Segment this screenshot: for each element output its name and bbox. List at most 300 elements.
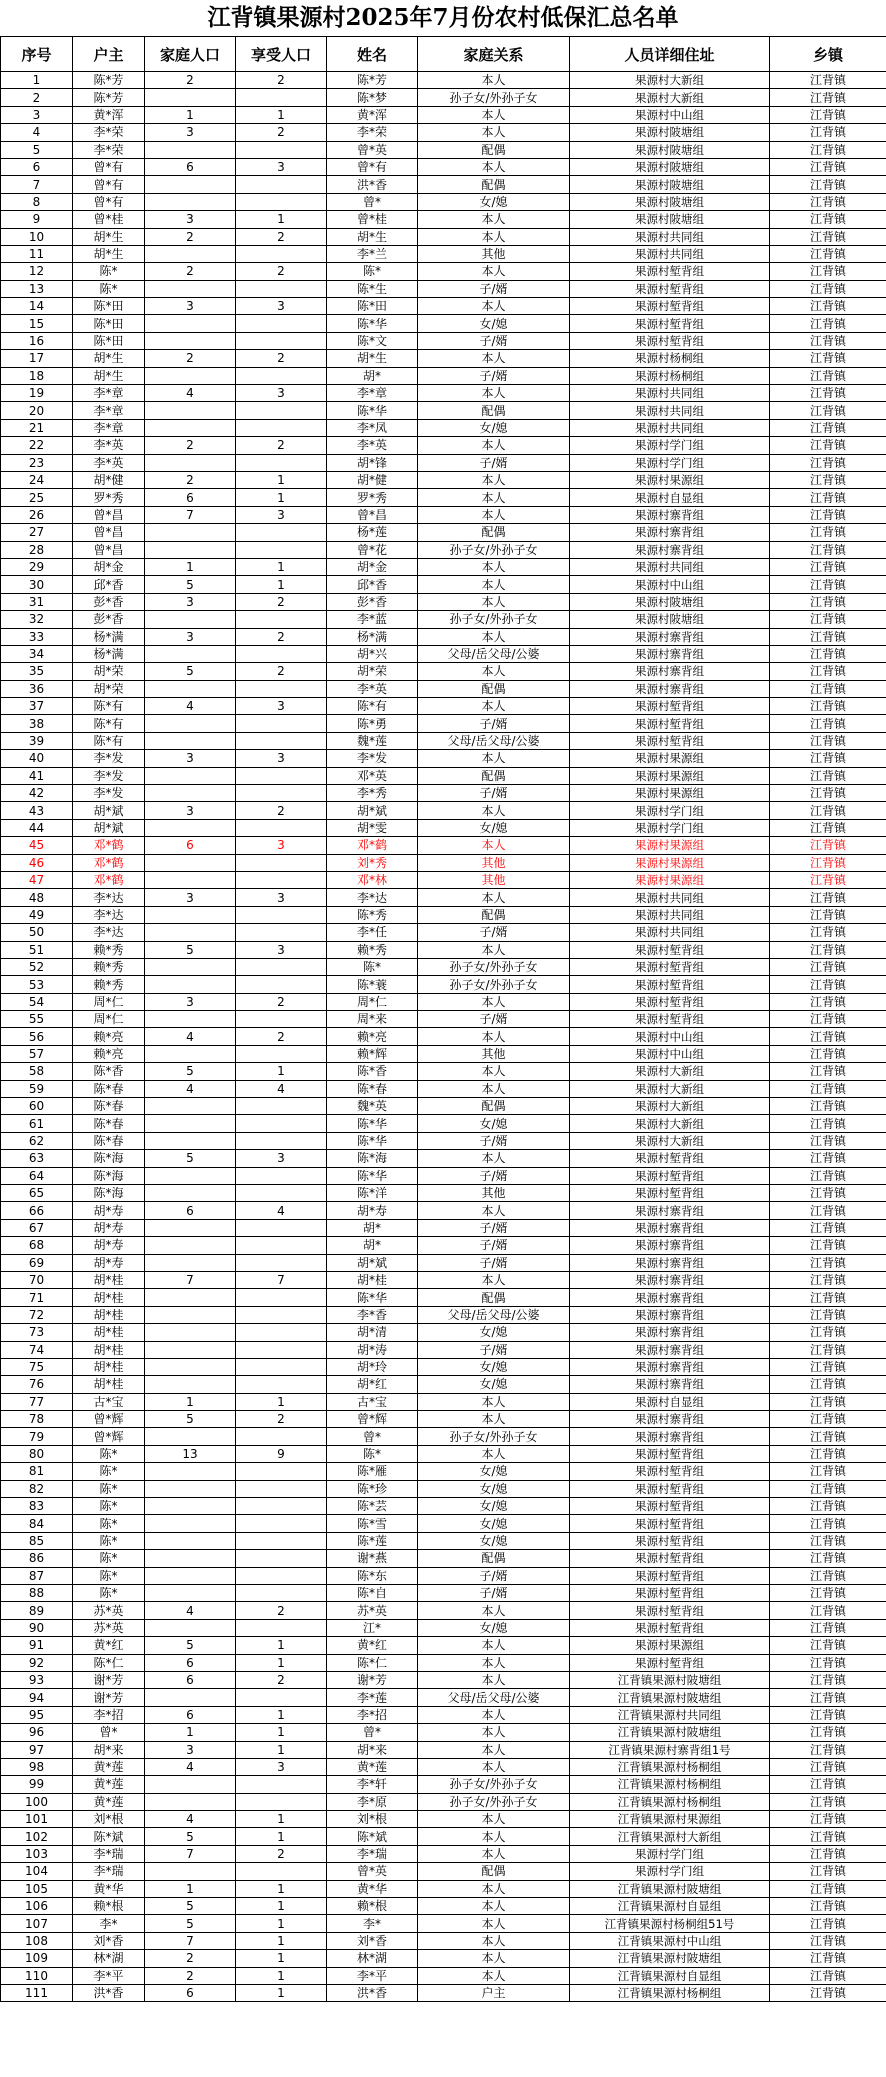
cell-seq: 13 xyxy=(1,280,73,297)
table-row xyxy=(1,402,886,419)
cell-family-size: 2 xyxy=(145,437,236,454)
table-row xyxy=(1,1463,886,1480)
cell-beneficiaries xyxy=(236,645,327,662)
cell-household-head: 陈*海 xyxy=(73,1167,145,1184)
cell-household-head: 胡*荣 xyxy=(73,663,145,680)
cell-name: 曾*有 xyxy=(327,158,418,175)
cell-beneficiaries xyxy=(236,611,327,628)
cell-name: 陈*仁 xyxy=(327,1654,418,1671)
cell-family-size: 3 xyxy=(145,211,236,228)
cell-relation: 女/媳 xyxy=(418,1376,570,1393)
cell-address: 果源村杨桐组 xyxy=(570,350,770,367)
cell-household-head: 李*瑞 xyxy=(73,1845,145,1862)
cell-household-head: 胡*来 xyxy=(73,1741,145,1758)
cell-household-head: 彭*香 xyxy=(73,593,145,610)
table-row xyxy=(1,593,886,610)
cell-township: 江背镇 xyxy=(770,280,886,297)
cell-relation: 孙子女/外孙子女 xyxy=(418,1776,570,1793)
cell-beneficiaries xyxy=(236,1567,327,1584)
cell-household-head: 陈*田 xyxy=(73,298,145,315)
cell-relation: 配偶 xyxy=(418,176,570,193)
cell-relation: 孙子女/外孙子女 xyxy=(418,958,570,975)
cell-family-size xyxy=(145,715,236,732)
cell-name: 李*秀 xyxy=(327,785,418,802)
table-row xyxy=(1,1967,886,1984)
cell-family-size xyxy=(145,785,236,802)
cell-seq: 93 xyxy=(1,1671,73,1688)
col-header-seq: 序号 xyxy=(1,37,73,72)
cell-beneficiaries: 2 xyxy=(236,1028,327,1045)
table-row xyxy=(1,767,886,784)
cell-address: 果源村果源组 xyxy=(570,785,770,802)
cell-name: 黄*华 xyxy=(327,1880,418,1897)
cell-family-size: 3 xyxy=(145,593,236,610)
cell-name: 李*发 xyxy=(327,750,418,767)
cell-township: 江背镇 xyxy=(770,471,886,488)
cell-address: 果源村堑背组 xyxy=(570,1463,770,1480)
cell-seq: 99 xyxy=(1,1776,73,1793)
cell-household-head: 胡*桂 xyxy=(73,1306,145,1323)
table-row xyxy=(1,837,886,854)
cell-household-head: 胡*斌 xyxy=(73,802,145,819)
cell-name: 李*莲 xyxy=(327,1689,418,1706)
cell-beneficiaries xyxy=(236,732,327,749)
table-row xyxy=(1,1706,886,1723)
cell-address: 江背镇果源村杨桐组51号 xyxy=(570,1915,770,1932)
cell-beneficiaries xyxy=(236,1237,327,1254)
cell-family-size xyxy=(145,541,236,558)
cell-township: 江背镇 xyxy=(770,1532,886,1549)
cell-address: 果源村堑背组 xyxy=(570,263,770,280)
cell-township: 江背镇 xyxy=(770,350,886,367)
cell-beneficiaries: 2 xyxy=(236,1671,327,1688)
cell-family-size xyxy=(145,958,236,975)
cell-seq: 41 xyxy=(1,767,73,784)
cell-relation: 女/媳 xyxy=(418,1515,570,1532)
cell-seq: 8 xyxy=(1,193,73,210)
cell-household-head: 胡*寿 xyxy=(73,1237,145,1254)
cell-address: 果源村陂塘组 xyxy=(570,124,770,141)
cell-beneficiaries: 1 xyxy=(236,1741,327,1758)
cell-household-head: 罗*秀 xyxy=(73,489,145,506)
cell-beneficiaries xyxy=(236,524,327,541)
cell-township: 江背镇 xyxy=(770,1724,886,1741)
cell-township: 江背镇 xyxy=(770,1428,886,1445)
cell-household-head: 李*章 xyxy=(73,385,145,402)
cell-family-size xyxy=(145,280,236,297)
cell-address: 果源村寨背组 xyxy=(570,1254,770,1271)
cell-address: 果源村中山组 xyxy=(570,1045,770,1062)
cell-household-head: 陈* xyxy=(73,280,145,297)
cell-family-size: 6 xyxy=(145,1706,236,1723)
cell-relation: 本人 xyxy=(418,437,570,454)
cell-seq: 66 xyxy=(1,1202,73,1219)
cell-township: 江背镇 xyxy=(770,854,886,871)
table-row xyxy=(1,1793,886,1810)
table-row xyxy=(1,1915,886,1932)
cell-seq: 100 xyxy=(1,1793,73,1810)
cell-household-head: 李*发 xyxy=(73,767,145,784)
cell-beneficiaries xyxy=(236,1098,327,1115)
cell-relation: 女/媳 xyxy=(418,193,570,210)
cell-name: 刘*香 xyxy=(327,1932,418,1949)
cell-township: 江背镇 xyxy=(770,454,886,471)
cell-township: 江背镇 xyxy=(770,1219,886,1236)
cell-family-size xyxy=(145,89,236,106)
cell-household-head: 黄*浑 xyxy=(73,106,145,123)
cell-township: 江背镇 xyxy=(770,871,886,888)
cell-seq: 69 xyxy=(1,1254,73,1271)
cell-township: 江背镇 xyxy=(770,1080,886,1097)
cell-household-head: 胡*生 xyxy=(73,245,145,262)
table-row xyxy=(1,1689,886,1706)
cell-seq: 103 xyxy=(1,1845,73,1862)
cell-seq: 32 xyxy=(1,611,73,628)
cell-seq: 96 xyxy=(1,1724,73,1741)
cell-seq: 95 xyxy=(1,1706,73,1723)
cell-township: 江背镇 xyxy=(770,1254,886,1271)
table-row xyxy=(1,976,886,993)
cell-name: 李*英 xyxy=(327,437,418,454)
cell-household-head: 李*章 xyxy=(73,419,145,436)
cell-relation: 子/婿 xyxy=(418,367,570,384)
cell-township: 江背镇 xyxy=(770,976,886,993)
cell-name: 曾* xyxy=(327,1428,418,1445)
cell-beneficiaries xyxy=(236,1289,327,1306)
cell-township: 江背镇 xyxy=(770,1758,886,1775)
cell-relation: 子/婿 xyxy=(418,785,570,802)
cell-relation: 本人 xyxy=(418,1758,570,1775)
cell-beneficiaries: 3 xyxy=(236,1758,327,1775)
cell-seq: 51 xyxy=(1,941,73,958)
cell-name: 曾*辉 xyxy=(327,1411,418,1428)
table-row xyxy=(1,785,886,802)
cell-household-head: 陈*春 xyxy=(73,1115,145,1132)
cell-household-head: 胡*桂 xyxy=(73,1376,145,1393)
cell-township: 江背镇 xyxy=(770,1863,886,1880)
cell-township: 江背镇 xyxy=(770,1793,886,1810)
cell-seq: 111 xyxy=(1,1984,73,2001)
cell-address: 果源村寨背组 xyxy=(570,1324,770,1341)
cell-beneficiaries xyxy=(236,976,327,993)
cell-relation: 本人 xyxy=(418,576,570,593)
cell-household-head: 陈*田 xyxy=(73,315,145,332)
cell-address: 果源村大新组 xyxy=(570,1080,770,1097)
cell-address: 果源村堑背组 xyxy=(570,715,770,732)
cell-township: 江背镇 xyxy=(770,628,886,645)
cell-beneficiaries: 9 xyxy=(236,1445,327,1462)
cell-beneficiaries: 3 xyxy=(236,889,327,906)
table-row xyxy=(1,89,886,106)
cell-name: 洪*香 xyxy=(327,176,418,193)
cell-beneficiaries: 1 xyxy=(236,1654,327,1671)
cell-name: 李*平 xyxy=(327,1967,418,1984)
cell-address: 果源村堑背组 xyxy=(570,993,770,1010)
cell-township: 江背镇 xyxy=(770,72,886,89)
cell-family-size: 4 xyxy=(145,698,236,715)
cell-name: 陈*香 xyxy=(327,1063,418,1080)
cell-family-size: 7 xyxy=(145,506,236,523)
cell-relation: 女/媳 xyxy=(418,1115,570,1132)
cell-family-size xyxy=(145,1463,236,1480)
cell-beneficiaries xyxy=(236,1532,327,1549)
cell-name: 胡*生 xyxy=(327,350,418,367)
cell-relation: 本人 xyxy=(418,1393,570,1410)
cell-seq: 84 xyxy=(1,1515,73,1532)
cell-seq: 60 xyxy=(1,1098,73,1115)
cell-beneficiaries: 3 xyxy=(236,158,327,175)
cell-township: 江背镇 xyxy=(770,506,886,523)
cell-relation: 配偶 xyxy=(418,1863,570,1880)
cell-relation: 户主 xyxy=(418,1984,570,2001)
cell-township: 江背镇 xyxy=(770,680,886,697)
cell-township: 江背镇 xyxy=(770,767,886,784)
table-row xyxy=(1,1898,886,1915)
table-row xyxy=(1,906,886,923)
cell-seq: 2 xyxy=(1,89,73,106)
cell-township: 江背镇 xyxy=(770,1654,886,1671)
table-row xyxy=(1,1584,886,1601)
cell-name: 邓*林 xyxy=(327,871,418,888)
cell-name: 李*达 xyxy=(327,889,418,906)
cell-family-size: 6 xyxy=(145,489,236,506)
table-row xyxy=(1,889,886,906)
cell-seq: 29 xyxy=(1,558,73,575)
cell-relation: 孙子女/外孙子女 xyxy=(418,611,570,628)
cell-name: 陈*自 xyxy=(327,1584,418,1601)
cell-relation: 配偶 xyxy=(418,524,570,541)
cell-family-size xyxy=(145,1428,236,1445)
cell-household-head: 黄*莲 xyxy=(73,1776,145,1793)
table-row xyxy=(1,1045,886,1062)
cell-beneficiaries: 1 xyxy=(236,1950,327,1967)
cell-address: 果源村堑背组 xyxy=(570,315,770,332)
table-row xyxy=(1,1845,886,1862)
cell-beneficiaries xyxy=(236,1358,327,1375)
cell-seq: 77 xyxy=(1,1393,73,1410)
cell-address: 果源村寨背组 xyxy=(570,506,770,523)
cell-name: 陈*田 xyxy=(327,298,418,315)
cell-address: 果源村中山组 xyxy=(570,1028,770,1045)
table-row xyxy=(1,1115,886,1132)
cell-family-size: 6 xyxy=(145,1202,236,1219)
cell-relation: 子/婿 xyxy=(418,1219,570,1236)
cell-household-head: 黄*莲 xyxy=(73,1793,145,1810)
cell-township: 江背镇 xyxy=(770,941,886,958)
cell-township: 江背镇 xyxy=(770,1480,886,1497)
cell-beneficiaries: 1 xyxy=(236,1932,327,1949)
cell-name: 陈*华 xyxy=(327,1167,418,1184)
cell-family-size xyxy=(145,854,236,871)
cell-name: 陈* xyxy=(327,263,418,280)
table-row xyxy=(1,124,886,141)
cell-relation: 本人 xyxy=(418,158,570,175)
table-row xyxy=(1,1150,886,1167)
cell-township: 江背镇 xyxy=(770,1515,886,1532)
table-row xyxy=(1,298,886,315)
cell-township: 江背镇 xyxy=(770,1584,886,1601)
cell-household-head: 杨*满 xyxy=(73,628,145,645)
cell-beneficiaries xyxy=(236,819,327,836)
table-row xyxy=(1,871,886,888)
cell-family-size xyxy=(145,871,236,888)
cell-address: 果源村果源组 xyxy=(570,767,770,784)
cell-relation: 本人 xyxy=(418,1706,570,1723)
cell-seq: 64 xyxy=(1,1167,73,1184)
cell-family-size xyxy=(145,524,236,541)
cell-relation: 本人 xyxy=(418,489,570,506)
cell-household-head: 陈*仁 xyxy=(73,1654,145,1671)
cell-name: 陈* xyxy=(327,1445,418,1462)
cell-name: 陈*珍 xyxy=(327,1480,418,1497)
cell-name: 李*章 xyxy=(327,385,418,402)
cell-seq: 31 xyxy=(1,593,73,610)
cell-address: 果源村堑背组 xyxy=(570,1515,770,1532)
table-row xyxy=(1,72,886,89)
cell-household-head: 陈*田 xyxy=(73,332,145,349)
cell-name: 曾*花 xyxy=(327,541,418,558)
cell-address: 果源村自显组 xyxy=(570,489,770,506)
cell-name: 李*原 xyxy=(327,1793,418,1810)
cell-township: 江背镇 xyxy=(770,611,886,628)
cell-household-head: 胡*桂 xyxy=(73,1289,145,1306)
cell-township: 江背镇 xyxy=(770,1498,886,1515)
cell-seq: 6 xyxy=(1,158,73,175)
cell-address: 果源村共同组 xyxy=(570,889,770,906)
table-row xyxy=(1,106,886,123)
table-row xyxy=(1,1515,886,1532)
cell-family-size: 5 xyxy=(145,1150,236,1167)
cell-family-size: 2 xyxy=(145,471,236,488)
cell-address: 果源村堑背组 xyxy=(570,941,770,958)
table-row xyxy=(1,854,886,871)
cell-name: 魏*莲 xyxy=(327,732,418,749)
cell-family-size: 3 xyxy=(145,993,236,1010)
cell-family-size xyxy=(145,732,236,749)
cell-township: 江背镇 xyxy=(770,1132,886,1149)
cell-relation: 本人 xyxy=(418,1967,570,1984)
cell-household-head: 胡*桂 xyxy=(73,1271,145,1288)
table-row xyxy=(1,628,886,645)
cell-township: 江背镇 xyxy=(770,141,886,158)
cell-household-head: 苏*英 xyxy=(73,1602,145,1619)
table-row xyxy=(1,1237,886,1254)
cell-seq: 52 xyxy=(1,958,73,975)
cell-beneficiaries xyxy=(236,367,327,384)
cell-name: 胡*玲 xyxy=(327,1358,418,1375)
cell-name: 李*荣 xyxy=(327,124,418,141)
cell-township: 江背镇 xyxy=(770,1915,886,1932)
cell-household-head: 古*宝 xyxy=(73,1393,145,1410)
table-row xyxy=(1,1724,886,1741)
cell-name: 彭*香 xyxy=(327,593,418,610)
cell-seq: 35 xyxy=(1,663,73,680)
cell-family-size: 4 xyxy=(145,1080,236,1097)
cell-township: 江背镇 xyxy=(770,1602,886,1619)
cell-household-head: 陈*有 xyxy=(73,698,145,715)
cell-name: 胡*生 xyxy=(327,228,418,245)
cell-household-head: 黄*华 xyxy=(73,1880,145,1897)
cell-household-head: 陈*斌 xyxy=(73,1828,145,1845)
table-row xyxy=(1,1098,886,1115)
cell-family-size: 6 xyxy=(145,1654,236,1671)
table-row xyxy=(1,1567,886,1584)
cell-address: 江背镇果源村陂塘组 xyxy=(570,1689,770,1706)
cell-relation: 其他 xyxy=(418,1185,570,1202)
cell-family-size: 3 xyxy=(145,628,236,645)
table-row xyxy=(1,558,886,575)
cell-household-head: 周*仁 xyxy=(73,1011,145,1028)
cell-seq: 106 xyxy=(1,1898,73,1915)
cell-township: 江背镇 xyxy=(770,385,886,402)
cell-relation: 本人 xyxy=(418,1150,570,1167)
cell-name: 胡* xyxy=(327,367,418,384)
cell-name: 胡*来 xyxy=(327,1741,418,1758)
cell-township: 江背镇 xyxy=(770,437,886,454)
cell-beneficiaries: 1 xyxy=(236,1393,327,1410)
cell-seq: 79 xyxy=(1,1428,73,1445)
cell-household-head: 李*荣 xyxy=(73,141,145,158)
table-row xyxy=(1,819,886,836)
table-row xyxy=(1,1828,886,1845)
cell-family-size: 1 xyxy=(145,1880,236,1897)
table-row xyxy=(1,263,886,280)
cell-family-size xyxy=(145,1793,236,1810)
cell-name: 杨*莲 xyxy=(327,524,418,541)
table-row xyxy=(1,419,886,436)
cell-household-head: 黄*莲 xyxy=(73,1758,145,1775)
table-row xyxy=(1,141,886,158)
cell-name: 胡* xyxy=(327,1237,418,1254)
cell-household-head: 李*瑞 xyxy=(73,1863,145,1880)
cell-township: 江背镇 xyxy=(770,1202,886,1219)
cell-name: 胡*锋 xyxy=(327,454,418,471)
cell-relation: 女/媳 xyxy=(418,1358,570,1375)
cell-relation: 本人 xyxy=(418,1898,570,1915)
table-row xyxy=(1,1063,886,1080)
cell-household-head: 陈* xyxy=(73,263,145,280)
table-row xyxy=(1,1498,886,1515)
cell-township: 江背镇 xyxy=(770,1237,886,1254)
table-row xyxy=(1,367,886,384)
cell-seq: 24 xyxy=(1,471,73,488)
cell-address: 果源村堑背组 xyxy=(570,1167,770,1184)
cell-township: 江背镇 xyxy=(770,1811,886,1828)
cell-seq: 58 xyxy=(1,1063,73,1080)
cell-name: 陈*梦 xyxy=(327,89,418,106)
cell-household-head: 陈* xyxy=(73,1515,145,1532)
cell-beneficiaries xyxy=(236,1254,327,1271)
cell-beneficiaries: 1 xyxy=(236,576,327,593)
cell-name: 苏*英 xyxy=(327,1602,418,1619)
table-row xyxy=(1,958,886,975)
cell-address: 果源村堑背组 xyxy=(570,976,770,993)
table-row xyxy=(1,1167,886,1184)
cell-household-head: 曾*有 xyxy=(73,158,145,175)
cell-township: 江背镇 xyxy=(770,193,886,210)
cell-relation: 本人 xyxy=(418,1915,570,1932)
table-row xyxy=(1,193,886,210)
cell-name: 陈*华 xyxy=(327,315,418,332)
cell-seq: 88 xyxy=(1,1584,73,1601)
cell-family-size xyxy=(145,1515,236,1532)
table-row xyxy=(1,471,886,488)
cell-family-size: 5 xyxy=(145,1063,236,1080)
cell-seq: 46 xyxy=(1,854,73,871)
cell-beneficiaries: 1 xyxy=(236,106,327,123)
cell-family-size xyxy=(145,1376,236,1393)
cell-beneficiaries: 2 xyxy=(236,593,327,610)
